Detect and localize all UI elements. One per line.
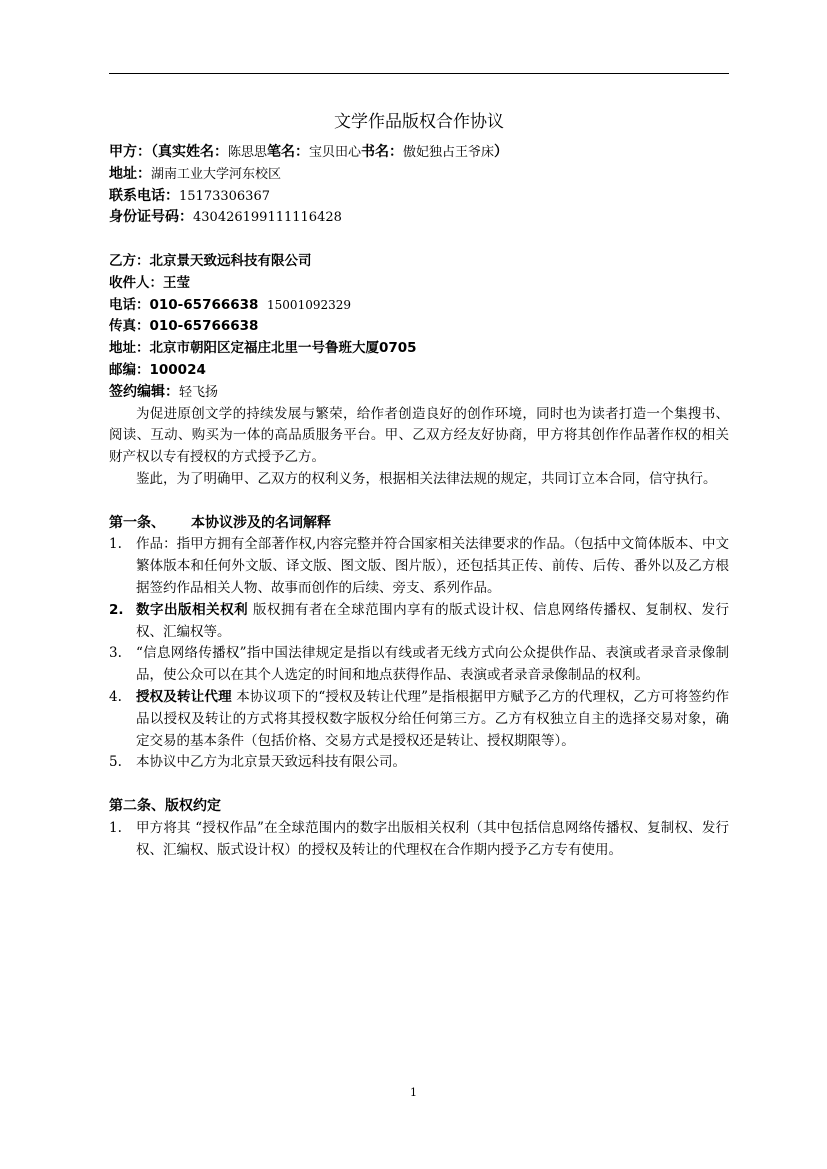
article-2-item-1 — [109, 818, 729, 862]
book-name-label: 书名： — [361, 144, 404, 160]
item-text: 作品：指甲方拥有全部著作权,内容完整并符合国家相关法律要求的作品。（包括中文简体版本、中文繁体版本和任何外文版、译文版、图文版、图片版），还包括其正传、前传、后传、番外以及乙方根据签约作品相关人物、故事而创作的后续、旁支、系列作品。 — [136, 536, 729, 596]
party-a-id-line — [109, 207, 729, 229]
item-text: 本协议项下的“授权及转让代理”是指根据甲方赋予乙方的代理权，乙方可将签约作品以授权及转让的方式将其授权数字版权分给任何第三方。乙方有权独立自主的选择交易对象，确定交易的基本条件（包括价格、交易方式是授权还是转让、授权期限等）。 — [136, 688, 730, 749]
item-text: 本协议中乙方为北京景天致远科技有限公司。 — [136, 754, 406, 771]
article-1-heading — [109, 513, 729, 535]
pen-name-label: 笔名： — [267, 144, 310, 160]
editor-line — [109, 382, 729, 404]
item-number: 2. — [109, 601, 124, 618]
blank-line — [109, 491, 729, 513]
party-a-label: 甲方： — [109, 144, 151, 160]
party-a-phone-value: 15173306367 — [179, 188, 270, 204]
party-b-phone: 电话：010-65766638 — [109, 296, 259, 313]
party-a-close: ） — [494, 144, 509, 160]
pen-name-value: 宝贝田心 — [309, 145, 362, 160]
item-number: 3. — [109, 645, 122, 662]
party-b-postcode: 邮编：100024 — [109, 361, 206, 378]
party-b-address: 地址：北京市朝阳区定福庄北里一号鲁班大厦0705 — [109, 340, 417, 357]
article-1-number: 第一条、 — [109, 514, 165, 531]
editor-value: 轻飞扬 — [179, 384, 219, 400]
party-b-phone-extra: 15001092329 — [267, 297, 352, 312]
item-number: 4. — [109, 688, 122, 705]
blank-line — [109, 774, 729, 796]
header-rule — [109, 73, 729, 74]
page-number: 1 — [410, 1086, 417, 1099]
party-b-phone-line — [109, 295, 729, 317]
article-2-heading: 第二条、版权约定 — [109, 797, 221, 814]
item-number: 5. — [109, 754, 122, 771]
party-a-address-label: 地址： — [109, 165, 151, 182]
party-b-line: 乙方：北京景天致远科技有限公司 — [109, 252, 312, 269]
article-1-item-3 — [109, 643, 729, 687]
real-name-value: 陈思思 — [228, 145, 268, 160]
book-name-value: 傲妃独占王爷床 — [403, 145, 495, 160]
document-title: 文学作品版权合作协议 — [334, 112, 504, 132]
document-body — [109, 108, 729, 861]
article-1-item-1 — [109, 534, 729, 599]
party-a-id-label: 身份证号码： — [109, 209, 193, 226]
item-term: 数字出版相关权利 — [136, 601, 249, 618]
real-name-label: （真实姓名： — [151, 144, 228, 160]
item-term: 授权及转让代理 — [136, 688, 232, 705]
item-text: 甲方将其 “授权作品”在全球范围内的数字出版相关权利（其中包括信息网络传播权、复制权、发行权、汇编权、版式设计权）的授权及转让的代理权在合作期内授予乙方专有使用。 — [136, 819, 729, 858]
party-a-phone-label: 联系电话： — [109, 187, 179, 204]
item-text: 版权拥有者在全球范围内享有的版式设计权、信息网络传播权、复制权、发行权、汇编权等。 — [136, 601, 730, 640]
party-a-id-value: 430426199111116428 — [193, 210, 342, 226]
article-1-item-2 — [109, 600, 729, 644]
intro-paragraph-2: 鉴此，为了明确甲、乙双方的权利义务，根据相关法律法规的规定，共同订立本合同，信守执行。 — [136, 470, 717, 487]
item-number: 1. — [109, 536, 122, 553]
editor-label: 签约编辑： — [109, 383, 179, 400]
party-b-fax: 传真：010-65766638 — [109, 318, 259, 335]
item-text: “信息网络传播权”指中国法律规定是指以有线或者无线方式向公众提供作品、表演或者录音录像制品，使公众可以在其个人选定的时间和地点获得作品、表演或者录音录像制品的权利。 — [136, 645, 729, 684]
party-a-line — [109, 142, 729, 164]
party-a-address-line — [109, 164, 729, 186]
party-a-address-value: 湖南工业大学河东校区 — [151, 166, 282, 182]
article-1-item-5 — [109, 752, 729, 774]
intro-paragraph-1: 为促进原创文学的持续发展与繁荣，给作者创造良好的创作环境，同时也为读者打造一个集搜书、阅读、互动、购买为一体的高品质服务平台。甲、乙双方经友好协商，甲方将其创作作品著作权的相关财产权以专有授权的方式授予乙方。 — [109, 405, 729, 466]
article-1-title: 本协议涉及的名词解释 — [191, 514, 331, 531]
party-b-recipient: 收件人：王莹 — [109, 274, 190, 291]
article-1-item-4 — [109, 687, 729, 752]
item-number: 1. — [109, 819, 122, 836]
blank-line — [109, 229, 729, 251]
party-a-phone-line — [109, 186, 729, 208]
